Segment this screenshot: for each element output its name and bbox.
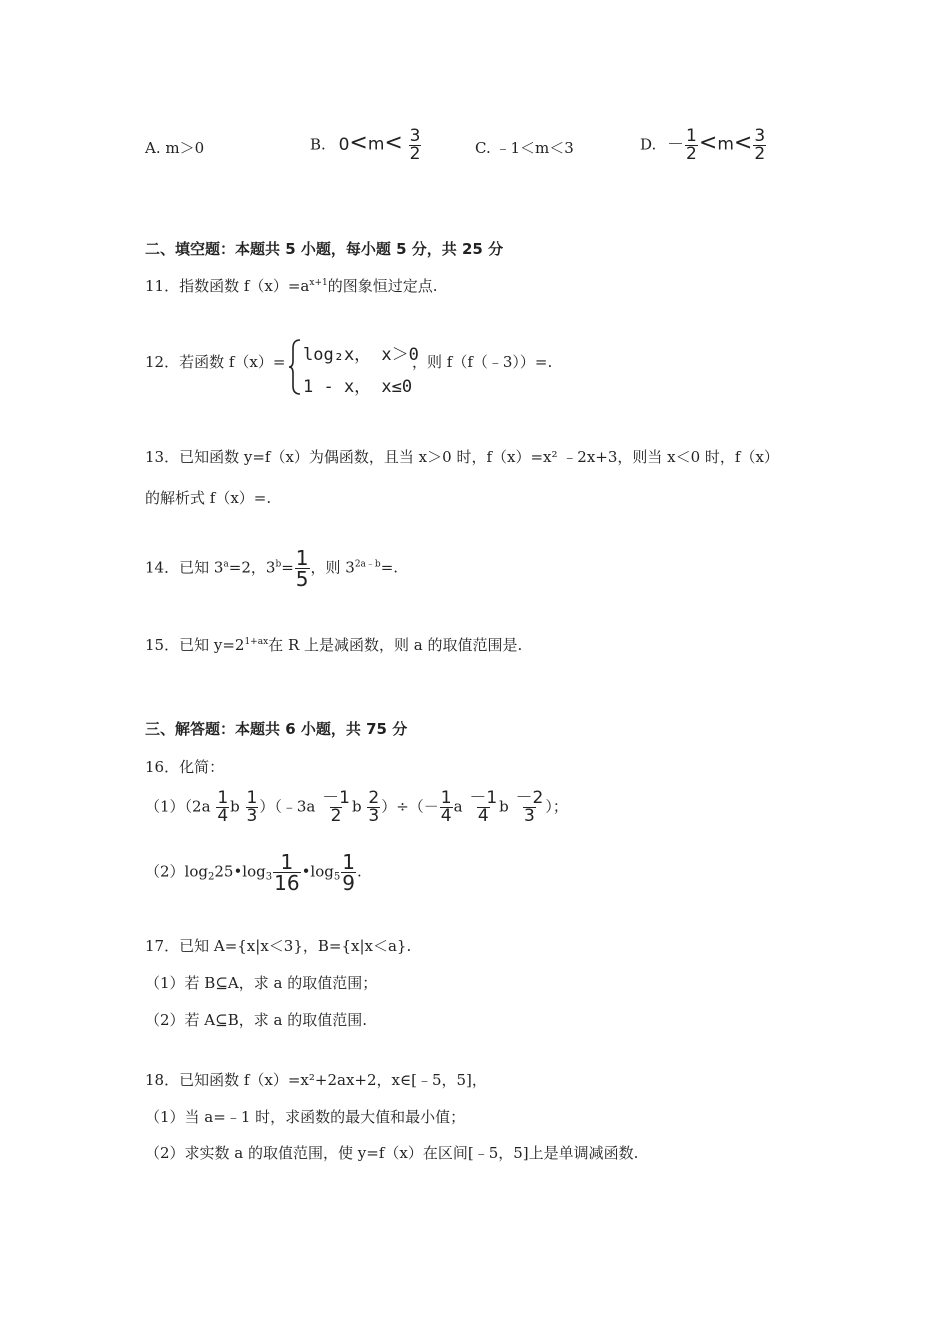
q16-1-var: b bbox=[230, 797, 240, 816]
fraction-denominator: 3 bbox=[524, 806, 535, 826]
q16-1-text: ）； bbox=[545, 797, 568, 816]
q16-2-text: （2）log bbox=[145, 862, 208, 881]
option-b-left: 0 bbox=[338, 134, 350, 155]
q16-1-fraction bbox=[515, 790, 545, 825]
option-d-label: D. bbox=[640, 135, 657, 154]
q14-exp-b: b bbox=[275, 559, 282, 570]
fraction-numerator: －1 bbox=[322, 788, 350, 808]
q14-text-mid: =2，3 bbox=[228, 558, 276, 577]
fraction-denominator: 4 bbox=[477, 806, 489, 826]
q16-1-fraction bbox=[440, 790, 453, 825]
less-than-symbol: < bbox=[384, 130, 403, 156]
q14-exp-c: 2a﹣b bbox=[354, 559, 381, 570]
question-14 bbox=[145, 548, 398, 589]
log-base: 2 bbox=[207, 871, 215, 883]
fraction-denominator: 2 bbox=[409, 144, 421, 164]
q15-exponent: 1+ax bbox=[244, 637, 269, 647]
question-18: 18．已知函数 f（x）=x²+2ax+2，x∈[﹣5，5]， bbox=[145, 1071, 487, 1089]
section-3-title: 三、解答题：本题共 6 小题，共 75 分 bbox=[145, 720, 408, 738]
fraction-denominator: 9 bbox=[342, 871, 355, 895]
question-13-line-1: 13．已知函数 y=f（x）为偶函数，且当 x＞0 时，f（x）=x² ﹣2x+3，则当 x＜0 时，f（x） bbox=[145, 448, 779, 466]
fraction-numerator: 3 bbox=[754, 126, 766, 146]
q15-text: 15．已知 y=2 bbox=[145, 636, 245, 654]
fraction-numerator: 1 bbox=[217, 788, 229, 808]
q16-1-fraction bbox=[468, 790, 498, 825]
fraction-denominator: 2 bbox=[686, 144, 697, 164]
q16-1-var: b bbox=[499, 797, 509, 816]
q16-2-text: •log bbox=[301, 862, 334, 881]
q16-1-var: b bbox=[351, 797, 362, 816]
q16-1-text: ）÷（－ bbox=[381, 797, 439, 816]
fraction-numerator: 2 bbox=[368, 788, 380, 808]
option-d-minus: － bbox=[667, 134, 685, 155]
question-16: 16．化简： bbox=[145, 758, 225, 776]
fraction-numerator: 1 bbox=[295, 546, 309, 570]
q12-case-2: 1 - x， x≤0 bbox=[303, 377, 413, 397]
log-base: 3 bbox=[265, 871, 273, 883]
q11-text: 11．指数函数 f（x）=a bbox=[145, 277, 310, 295]
fraction-denominator: 3 bbox=[368, 806, 380, 826]
log-base: 5 bbox=[333, 871, 341, 883]
q14-text-then: ，则 3 bbox=[310, 558, 355, 577]
question-12-lead: 12．若函数 f（x）= bbox=[145, 353, 286, 371]
fraction-numerator: 1 bbox=[280, 850, 294, 874]
q12-case-1: log₂x， x＞0 bbox=[303, 345, 419, 365]
q16-1-fraction bbox=[246, 790, 259, 825]
option-a: A. m＞0 bbox=[145, 139, 205, 157]
question-18-part-1: （1）当 a=﹣1 时，求函数的最大值和最小值； bbox=[145, 1108, 466, 1126]
q15-text-end: 在 R 上是减函数，则 a 的取值范围是. bbox=[268, 636, 523, 654]
question-17-part-1: （1）若 B⊆A，求 a 的取值范围； bbox=[145, 974, 378, 992]
fraction-denominator: 3 bbox=[246, 806, 258, 826]
q16-1-fraction bbox=[321, 790, 351, 825]
q11-exponent: x+1 bbox=[309, 278, 328, 288]
fraction-numerator: 1 bbox=[342, 850, 355, 874]
fraction-numerator: 1 bbox=[246, 788, 258, 808]
fraction-denominator: 2 bbox=[330, 806, 342, 826]
q16-2-text: . bbox=[356, 862, 362, 881]
question-13-line-2: 的解析式 f（x）=. bbox=[145, 489, 272, 507]
less-than-symbol: < bbox=[349, 130, 368, 156]
q16-1-fraction bbox=[367, 790, 380, 825]
question-11 bbox=[145, 275, 438, 296]
fraction-numerator: －1 bbox=[469, 788, 498, 808]
question-16-part-2 bbox=[145, 852, 362, 893]
q16-1-text: ）（﹣3a bbox=[259, 797, 316, 816]
q16-1-fraction bbox=[216, 790, 229, 825]
q16-2-text: 25•log bbox=[214, 862, 266, 881]
q14-exp-a: a bbox=[223, 559, 229, 570]
q16-2-fraction bbox=[341, 852, 356, 893]
q14-text-end: =. bbox=[380, 558, 399, 577]
q16-1-text: （1）（2a bbox=[145, 797, 211, 816]
option-b bbox=[310, 128, 422, 163]
q11-text-end: 的图象恒过定点. bbox=[327, 277, 438, 295]
less-than-symbol: < bbox=[698, 130, 718, 156]
fraction-numerator: －2 bbox=[515, 788, 544, 808]
fraction-numerator: 3 bbox=[409, 126, 421, 146]
fraction-denominator: 4 bbox=[217, 806, 229, 826]
question-17-part-2: （2）若 A⊆B，求 a 的取值范围. bbox=[145, 1011, 367, 1029]
q16-1-var: a bbox=[453, 797, 463, 816]
brace-icon bbox=[288, 338, 302, 396]
question-12-tail: ，则 f（f（﹣3））=. bbox=[412, 353, 553, 371]
question-15 bbox=[145, 634, 522, 655]
option-b-fraction bbox=[409, 128, 422, 163]
q16-2-fraction bbox=[273, 852, 300, 893]
q14-fraction bbox=[295, 548, 310, 589]
question-17: 17．已知 A={x|x＜3}，B={x|x＜a}. bbox=[145, 937, 412, 955]
option-b-label: B. bbox=[310, 135, 326, 154]
fraction-denominator: 16 bbox=[274, 871, 300, 895]
section-2-title: 二、填空题：本题共 5 小题，每小题 5 分，共 25 分 bbox=[145, 240, 504, 258]
option-d-fraction-1 bbox=[685, 128, 698, 163]
option-d-var: m bbox=[717, 134, 734, 155]
fraction-denominator: 4 bbox=[440, 806, 452, 826]
question-16-part-1 bbox=[145, 790, 568, 825]
fraction-numerator: 1 bbox=[440, 788, 452, 808]
q14-equals: = bbox=[281, 558, 294, 577]
option-c: C. ﹣1＜m＜3 bbox=[475, 139, 574, 157]
fraction-denominator: 5 bbox=[295, 567, 309, 591]
question-18-part-2: （2）求实数 a 的取值范围，使 y=f（x）在区间[﹣5，5]上是单调减函数. bbox=[145, 1144, 639, 1162]
less-than-symbol: < bbox=[733, 130, 753, 156]
fraction-denominator: 2 bbox=[754, 144, 766, 164]
option-d bbox=[640, 128, 767, 163]
option-d-fraction-2 bbox=[753, 128, 766, 163]
fraction-numerator: 1 bbox=[686, 126, 697, 146]
q14-text: 14．已知 3 bbox=[145, 558, 224, 577]
option-b-var: m bbox=[367, 134, 385, 155]
